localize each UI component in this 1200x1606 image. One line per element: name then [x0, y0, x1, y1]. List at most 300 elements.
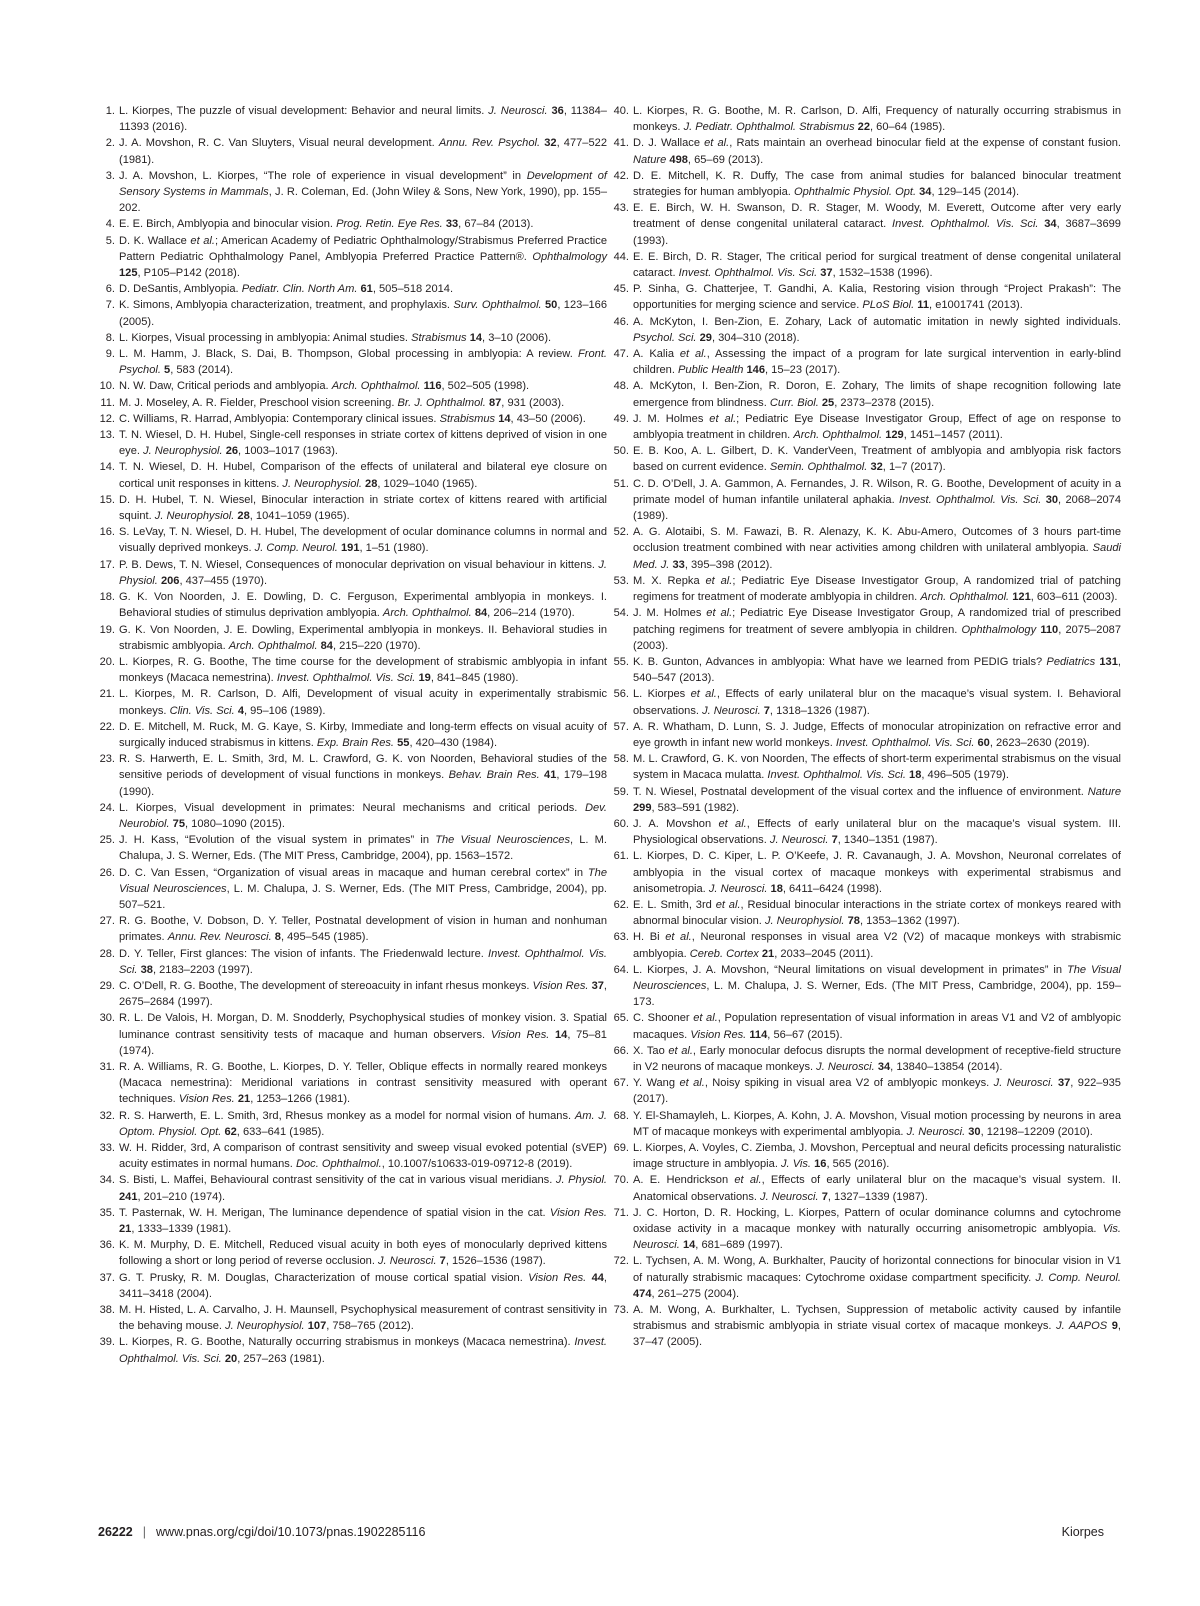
reference-journal: Exp. Brain Res.: [316, 736, 394, 749]
reference-journal: Invest. Ophthalmol. Vis. Sci.: [899, 493, 1042, 506]
reference-journal: Arch. Ophthalmol.: [920, 591, 1010, 604]
reference-text: , Neuronal responses in visual area V2 (V2) of macaque monkeys with strabismic amblyopia.: [633, 931, 1122, 960]
reference-item: [612, 249, 1121, 281]
reference-number: 59.: [613, 785, 629, 798]
reference-item: [98, 297, 607, 329]
reference-number: 24.: [99, 801, 115, 814]
reference-item: [612, 1205, 1121, 1254]
reference-text: , 65–69 (2013).: [687, 153, 764, 166]
reference-text: J. M. Holmes: [633, 412, 710, 425]
reference-volume: 7: [439, 1255, 446, 1268]
reference-item: [98, 459, 607, 491]
reference-text: , 540–547 (2013).: [633, 655, 1121, 685]
reference-volume: 37: [1057, 1077, 1071, 1090]
reference-text: , 1–51 (1980).: [359, 542, 429, 555]
reference-item: [612, 1140, 1121, 1172]
reference-volume: 107: [307, 1320, 327, 1333]
reference-item: [98, 1010, 607, 1059]
reference-text: E. E. Birch, Amblyopia and binocular vision.: [119, 218, 337, 231]
reference-text: ; American Academy of Pediatric Ophthalmology/Strabismus Preferred Practice Pattern Pediatric Ophthalmology Panel, Amblyopia Preferred Practice Pattern®.: [119, 234, 607, 263]
reference-journal: Invest. Ophthalmol. Vis. Sci.: [835, 736, 975, 749]
reference-number: 12.: [99, 412, 115, 425]
reference-text: , 1340–1351 (1987).: [837, 834, 938, 847]
reference-text: , 1333–1339 (1981).: [131, 1223, 232, 1236]
reference-journal: Annu. Rev. Psychol.: [438, 137, 541, 150]
reference-number: 63.: [613, 931, 629, 944]
reference-journal: J. Vis.: [780, 1158, 811, 1171]
reference-number: 60.: [613, 817, 629, 830]
reference-journal: Arch. Ophthalmol.: [228, 639, 318, 652]
reference-text: C. D. O’Dell, J. A. Gammon, A. Fernandes, J. R. Wilson, R. G. Boothe, Development of acuity in a primate model of human infantile unilateral aphakia.: [633, 477, 1121, 506]
reference-text: G. T. Prusky, R. M. Douglas, Characterization of mouse cortical spatial vision.: [119, 1271, 529, 1284]
reference-journal: J. Neurophysiol.: [143, 445, 223, 458]
reference-text: C. O’Dell, R. G. Boothe, The development of stereoacuity in infant rhesus monkeys.: [119, 979, 533, 992]
reference-number: 62.: [613, 898, 629, 911]
reference-number: 73.: [613, 1304, 629, 1317]
reference-item: [612, 168, 1121, 200]
reference-journal: Arch. Ophthalmol.: [793, 429, 883, 442]
reference-journal: Curr. Biol.: [769, 396, 819, 409]
reference-text: , 13840–13854 (2014).: [890, 1060, 1003, 1073]
reference-volume: 114: [749, 1028, 768, 1041]
reference-journal: Invest. Ophthalmol. Vis. Sci.: [276, 672, 416, 685]
reference-text: A. R. Whatham, D. Lunn, S. J. Judge, Effects of monocular atropinization on refractive error and eye growth in infant new world monkeys.: [633, 720, 1121, 749]
reference-journal: J. Comp. Neurol.: [254, 542, 338, 555]
reference-number: 30.: [99, 1012, 115, 1025]
reference-text: A. M. Wong, A. Burkhalter, L. Tychsen, Suppression of metabolic activity caused by infantile strabismus and strabismic amblyopia in striate visual cortex of macaque monkeys.: [633, 1304, 1121, 1333]
reference-text: , 3687–3699 (1993).: [633, 218, 1121, 247]
reference-text: L. Kiorpes, M. R. Carlson, D. Alfi, Development of visual acuity in experimentally strabismic monkeys.: [119, 688, 607, 717]
reference-volume: 21: [237, 1093, 251, 1106]
reference-number: 43.: [613, 202, 629, 215]
reference-item: [98, 492, 607, 524]
reference-item: [612, 314, 1121, 346]
reference-text: , 2075–2087 (2003).: [633, 623, 1121, 652]
reference-item: [98, 168, 607, 217]
reference-item: [98, 427, 607, 459]
reference-volume: 33: [672, 558, 685, 571]
reference-journal: Vision Res.: [490, 1028, 550, 1041]
reference-journal: Nature: [1087, 785, 1121, 798]
reference-journal: Ophthalmic Physiol. Opt.: [793, 186, 917, 199]
reference-item: [612, 476, 1121, 525]
reference-text: T. N. Wiesel, D. H. Hubel, Single-cell responses in striate cortex of kittens deprived of vision in one eye.: [119, 429, 607, 458]
reference-volume: 7: [763, 704, 770, 717]
reference-journal: Saudi Med. J.: [633, 542, 1121, 571]
reference-volume: 9: [1111, 1320, 1118, 1333]
reference-item: [612, 135, 1121, 167]
reference-item: [98, 281, 607, 297]
reference-text: D. E. Mitchell, M. Ruck, M. G. Kaye, S. Kirby, Immediate and long-term effects on visual acuity of surgically induced strabismus in kittens.: [119, 720, 607, 749]
doi-link[interactable]: www.pnas.org/cgi/doi/10.1073/pnas.1902285116: [156, 1525, 426, 1539]
reference-journal: J. Comp. Neurol.: [1035, 1271, 1122, 1284]
reference-item: [612, 1043, 1121, 1075]
reference-journal: PLoS Biol.: [862, 299, 915, 312]
reference-text: T. N. Wiesel, D. H. Hubel, Comparison of the effects of unilateral and bilateral eye closure on cortical unit responses in kittens.: [119, 461, 607, 490]
reference-text: , 1526–1536 (1987).: [445, 1255, 546, 1268]
reference-volume: 29: [699, 331, 712, 344]
reference-volume: 125: [119, 267, 138, 280]
reference-journal: Public Health: [678, 364, 744, 377]
reference-text: , 1532–1538 (1996).: [832, 267, 933, 280]
reference-text: , 1318–1326 (1987).: [769, 704, 870, 717]
reference-number: 21.: [99, 688, 115, 701]
reference-journal: et al.: [693, 1012, 718, 1025]
reference-item: [612, 719, 1121, 751]
reference-journal: et al.: [690, 688, 717, 701]
reference-text: , 1029–1040 (1965).: [377, 477, 478, 490]
reference-volume: 84: [320, 639, 333, 652]
reference-number: 3.: [105, 169, 115, 182]
reference-volume: 21: [761, 947, 775, 960]
reference-journal: The Visual Neurosciences: [633, 963, 1121, 992]
reference-text: , 215–220 (1970).: [332, 639, 421, 652]
reference-volume: 28: [365, 477, 378, 490]
reference-journal: et al.: [709, 412, 737, 425]
reference-number: 55.: [613, 655, 629, 668]
reference-text: , Assessing the impact of a program for late surgical intervention in early-blind children.: [633, 348, 1121, 377]
reference-journal: J. Neurophysiol.: [154, 510, 235, 523]
reference-volume: 8: [274, 931, 281, 944]
reference-text: R. S. Harwerth, E. L. Smith, 3rd, M. L. Crawford, G. K. von Noorden, Behavioral studies of the sensitive periods of development of visual functions in monkeys.: [119, 753, 607, 782]
reference-journal: et al.: [665, 931, 692, 944]
reference-journal: et al.: [679, 1077, 705, 1090]
reference-item: [612, 897, 1121, 929]
reference-journal: J. Neurophysiol.: [764, 915, 845, 928]
reference-item: [612, 1108, 1121, 1140]
reference-journal: J. Neurosci.: [378, 1255, 437, 1268]
reference-text: J. M. Holmes: [633, 607, 707, 620]
reference-volume: 37: [820, 267, 833, 280]
reference-text: , 304–310 (2018).: [711, 331, 800, 344]
reference-number: 45.: [613, 283, 629, 296]
reference-text: , 56–67 (2015).: [767, 1028, 843, 1041]
reference-text: M. J. Moseley, A. R. Fielder, Preschool vision screening.: [119, 396, 398, 409]
page-number: 26222: [98, 1525, 133, 1539]
reference-number: 14.: [99, 461, 115, 474]
reference-number: 51.: [613, 477, 629, 490]
reference-text: K. M. Murphy, D. E. Mitchell, Reduced visual acuity in both eyes of monocularly deprived kittens following a short or long period of reverse occlusion.: [119, 1239, 607, 1268]
reference-text: C. Shooner: [633, 1012, 694, 1025]
reference-item: [612, 200, 1121, 249]
reference-journal: Arch. Ophthalmol.: [382, 607, 472, 620]
reference-volume: 44: [591, 1271, 604, 1284]
reference-number: 64.: [613, 963, 629, 976]
reference-text: , 129–145 (2014).: [931, 186, 1020, 199]
reference-item: [612, 378, 1121, 410]
reference-text: E. E. Birch, W. H. Swanson, D. R. Stager, M. Woody, M. Everett, Outcome after very early treatment of dense congenital unilateral cataract.: [633, 202, 1121, 231]
reference-item: [98, 686, 607, 718]
reference-number: 54.: [613, 607, 629, 620]
reference-text: , 437–455 (1970).: [179, 574, 268, 587]
reference-text: A. Kalia: [633, 348, 680, 361]
reference-journal: Ophthalmology: [961, 623, 1037, 636]
reference-text: D. DeSantis, Amblyopia.: [119, 283, 242, 296]
reference-item: [98, 1237, 607, 1269]
reference-number: 13.: [99, 429, 115, 442]
reference-text: , 37–47 (2005).: [633, 1320, 1121, 1349]
reference-number: 49.: [613, 412, 629, 425]
reference-text: , J. R. Coleman, Ed. (John Wiley & Sons, New York, 1990), pp. 155–202.: [119, 186, 607, 215]
reference-journal: Front. Psychol.: [119, 348, 607, 377]
reference-text: J. A. Movshon, L. Kiorpes, “The role of experience in visual development” in: [119, 169, 527, 182]
reference-item: [612, 1075, 1121, 1107]
reference-volume: 14: [682, 1239, 696, 1252]
reference-text: ; Pediatric Eye Disease Investigator Group, Effect of age on response to amblyopia treatment in children.: [633, 412, 1121, 442]
reference-text: , 2068–2074 (1989).: [633, 493, 1122, 523]
reference-item: [98, 913, 607, 945]
reference-item: [98, 978, 607, 1010]
reference-item: [612, 784, 1121, 816]
reference-text: , 257–263 (1981).: [237, 1352, 325, 1365]
reference-text: , 505–518 2014.: [372, 283, 454, 296]
page-footer: [98, 1523, 1104, 1541]
reference-journal: Invest. Ophthalmol. Vis. Sci.: [119, 1336, 607, 1365]
reference-journal: Doc. Ophthalmol.: [295, 1158, 382, 1171]
reference-number: 18.: [99, 591, 115, 604]
reference-volume: 18: [909, 769, 922, 782]
reference-text: D. H. Hubel, T. N. Wiesel, Binocular interaction in striate cortex of kittens reared with artificial squint.: [119, 493, 607, 523]
reference-volume: 14: [498, 412, 511, 425]
reference-number: 57.: [613, 720, 629, 733]
reference-item: [98, 589, 607, 621]
reference-volume: 11: [917, 299, 930, 312]
reference-text: L. Kiorpes, D. C. Kiper, L. P. O’Keefe, J. R. Cavanaugh, J. A. Movshon, Neuronal correlates of amblyopia in the visual cortex of macaque monkeys with experimental strabismus and anisometropia.: [633, 850, 1121, 895]
reference-number: 34.: [99, 1174, 115, 1187]
reference-item: [98, 1205, 607, 1237]
reference-text: , 75–81 (1974).: [119, 1028, 607, 1057]
reference-text: L. Kiorpes, J. A. Movshon, “Neural limitations on visual development in primates” in: [633, 963, 1067, 976]
reference-number: 66.: [613, 1044, 629, 1057]
reference-text: , 2033–2045 (2011).: [774, 947, 874, 960]
reference-text: , 502–505 (1998).: [441, 380, 530, 393]
reference-number: 31.: [99, 1060, 115, 1073]
reference-text: , 495–545 (1985).: [280, 931, 369, 944]
reference-text: R. L. De Valois, H. Morgan, D. M. Snodderly, Psychophysical studies of monkey vision. 3. Spatial luminance contrast sensitivity tests of macaque and human observers.: [119, 1012, 607, 1041]
footer-separator: |: [142, 1525, 147, 1539]
reference-text: G. K. Von Noorden, J. E. Dowling, D. C. Ferguson, Experimental amblyopia in monkeys. I. Behavioral studies of stimulus deprivation amblyopia.: [119, 591, 607, 620]
reference-text: A. McKyton, I. Ben-Zion, R. Doron, E. Zohary, The limits of shape recognition following late emergence from blindness.: [633, 380, 1121, 409]
reference-text: , 201–210 (1974).: [137, 1190, 226, 1203]
reference-text: , 1080–1090 (2015).: [185, 817, 285, 830]
reference-number: 23.: [99, 753, 115, 766]
reference-journal: Br. J. Ophthalmol.: [397, 396, 486, 409]
reference-number: 65.: [613, 1012, 629, 1025]
reference-item: [98, 378, 607, 394]
reference-journal: J. Neurosci.: [760, 1190, 819, 1203]
reference-item: [98, 654, 607, 686]
reference-journal: J. Pediatr. Ophthalmol. Strabismus: [683, 121, 855, 134]
reference-text: , Noisy spiking in visual area V2 of amblyopic monkeys.: [704, 1077, 994, 1090]
reference-text: , 496–505 (1979).: [921, 769, 1009, 782]
reference-text: , 922–935 (2017).: [633, 1077, 1121, 1106]
reference-journal: Psychol. Sci.: [633, 331, 697, 344]
reference-text: , 12198–12209 (2010).: [980, 1125, 1093, 1138]
reference-number: 67.: [613, 1077, 629, 1090]
reference-text: N. W. Daw, Critical periods and amblyopia.: [119, 380, 332, 393]
reference-text: D. E. Mitchell, K. R. Duffy, The case from animal studies for balanced binocular treatment strategies for human amblyopia.: [633, 169, 1121, 199]
reference-number: 7.: [105, 299, 115, 312]
reference-item: [612, 929, 1121, 961]
reference-journal: et al.: [705, 574, 733, 587]
reference-text: , 206–214 (1970).: [487, 607, 575, 620]
reference-journal: Nature: [633, 153, 667, 166]
reference-journal: Behav. Brain Res.: [448, 769, 540, 782]
reference-item: [612, 605, 1121, 654]
reference-volume: 121: [1012, 591, 1031, 604]
reference-number: 32.: [99, 1109, 115, 1122]
reference-volume: 18: [770, 882, 783, 895]
reference-journal: J. Neurophysiol.: [282, 477, 362, 490]
reference-journal: Vis. Neurosci.: [633, 1223, 1121, 1252]
reference-volume: 60: [977, 736, 990, 749]
reference-number: 48.: [613, 380, 629, 393]
reference-number: 61.: [613, 850, 629, 863]
reference-text: , P105–P142 (2018).: [137, 267, 240, 280]
reference-text: , 1003–1017 (1963).: [238, 445, 338, 458]
reference-journal: The Visual Neurosciences: [435, 834, 571, 847]
references-column-left: [98, 103, 607, 1367]
reference-item: [612, 1302, 1121, 1351]
reference-text: , 1327–1339 (1987).: [827, 1190, 928, 1203]
reference-volume: 191: [340, 542, 360, 555]
reference-text: , 3411–3418 (2004).: [119, 1271, 607, 1300]
reference-text: D. J. Wallace: [633, 137, 705, 150]
reference-item: [98, 524, 607, 556]
reference-item: [98, 330, 607, 346]
reference-item: [98, 832, 607, 864]
reference-text: ; Pediatric Eye Disease Investigator Group, A randomized trial of patching regimens for treatment of moderate amblyopia in children.: [633, 574, 1121, 604]
reference-item: [612, 686, 1121, 718]
reference-text: E. L. Smith, 3rd: [633, 898, 716, 911]
reference-number: 27.: [99, 915, 115, 928]
reference-text: , 1–7 (2017).: [882, 461, 946, 474]
reference-text: J. A. Movshon: [633, 817, 719, 830]
reference-volume: 22: [857, 121, 870, 134]
reference-journal: J. Neurosci.: [993, 1077, 1054, 1090]
reference-text: J. C. Horton, D. R. Hocking, L. Kiorpes, Pattern of ocular dominance columns and cytochrome oxidase activity in a macaque monkey with naturally occurring anisometropic amblyopia.: [633, 1206, 1121, 1236]
reference-item: [98, 1302, 607, 1334]
reference-journal: Pediatr. Clin. North Am.: [241, 283, 358, 296]
reference-volume: 474: [633, 1287, 652, 1300]
reference-text: , 565 (2016).: [826, 1158, 890, 1171]
reference-item: [98, 946, 607, 978]
reference-text: K. B. Gunton, Advances in amblyopia: What have we learned from PEDIG trials?: [633, 655, 1047, 668]
reference-volume: 37: [591, 979, 604, 992]
reference-text: , Residual binocular interactions in the striate cortex of monkeys reared with abnormal binocular vision.: [633, 898, 1121, 928]
reference-text: , 477–522 (1981).: [119, 137, 607, 166]
reference-number: 17.: [99, 558, 115, 571]
reference-text: , 67–84 (2013).: [458, 218, 534, 231]
reference-volume: 241: [119, 1190, 138, 1203]
reference-number: 42.: [613, 169, 629, 182]
reference-item: [612, 1253, 1121, 1302]
reference-journal: et al.: [668, 1044, 693, 1057]
reference-text: P. Sinha, G. Chatterjee, T. Gandhi, A. Kalia, Restoring vision through “Project Prakash”: The opportunities for merging science and service.: [633, 283, 1121, 312]
reference-text: , 931 (2003).: [501, 396, 565, 409]
reference-text: J. H. Kass, “Evolution of the visual system in primates” in: [119, 834, 436, 847]
reference-text: A. McKyton, I. Ben-Zion, E. Zohary, Lack of automatic imitation in newly sighted individuals.: [633, 315, 1121, 328]
reference-item: [98, 1172, 607, 1204]
reference-text: , 2183–2203 (1997).: [152, 963, 253, 976]
reference-item: [612, 573, 1121, 605]
reference-text: , Early monocular defocus disrupts the normal development of receptive-field structure in V2 neurons of macaque monkeys.: [633, 1044, 1121, 1073]
reference-volume: 498: [669, 153, 688, 166]
reference-journal: Invest. Ophthalmol. Vis. Sci.: [678, 267, 818, 280]
reference-text: L. Kiorpes, R. G. Boothe, M. R. Carlson, D. Alfi, Frequency of naturally occurring strabismus in monkeys.: [633, 105, 1121, 134]
reference-number: 52.: [613, 526, 629, 539]
reference-text: , 95–106 (1989).: [243, 704, 326, 717]
reference-text: , 2623–2630 (2019).: [989, 736, 1090, 749]
reference-item: [98, 557, 607, 589]
reference-number: 6.: [105, 283, 115, 296]
reference-item: [612, 816, 1121, 848]
reference-number: 50.: [613, 445, 629, 458]
reference-journal: J. Neurosci.: [816, 1060, 875, 1073]
reference-text: , 2373–2378 (2015).: [834, 396, 935, 409]
reference-journal: J. Neurophysiol.: [225, 1320, 305, 1333]
reference-volume: 34: [1044, 218, 1057, 231]
reference-journal: Semin. Ophthalmol.: [769, 461, 868, 474]
reference-volume: 19: [418, 672, 431, 685]
reference-volume: 206: [160, 574, 180, 587]
reference-item: [98, 346, 607, 378]
reference-text: T. N. Wiesel, Postnatal development of the visual cortex and the influence of environment.: [633, 785, 1088, 798]
reference-journal: Invest. Ophthalmol. Vis. Sci.: [119, 947, 607, 976]
reference-journal: et al.: [190, 234, 215, 247]
reference-journal: Clin. Vis. Sci.: [169, 704, 235, 717]
reference-journal: Invest. Ophthalmol. Vis. Sci.: [767, 769, 906, 782]
reference-number: 22.: [99, 720, 115, 733]
reference-text: , 1451–1457 (2011).: [903, 429, 1003, 442]
reference-number: 15.: [99, 493, 115, 506]
reference-item: [98, 1140, 607, 1172]
reference-volume: 38: [140, 963, 153, 976]
reference-volume: 33: [445, 218, 459, 231]
reference-journal: et al.: [679, 348, 707, 361]
reference-text: , Population representation of visual information in areas V1 and V2 of amblyopic macaques.: [633, 1012, 1121, 1041]
reference-item: [98, 800, 607, 832]
reference-item: [612, 443, 1121, 475]
reference-number: 56.: [613, 688, 629, 701]
reference-text: , 1041–1059 (1965).: [249, 510, 350, 523]
reference-journal: Annu. Rev. Neurosci.: [167, 931, 272, 944]
reference-text: , 60–64 (1985).: [870, 121, 946, 134]
reference-text: L. Kiorpes, A. Voyles, C. Ziemba, J. Movshon, Perceptual and neural deficits processing naturalistic image structure in amblyopia.: [633, 1142, 1121, 1171]
reference-text: Y. El-Shamayleh, L. Kiorpes, A. Kohn, J. A. Movshon, Visual motion processing by neurons in area MT of macaque monkeys with experimental amblyopia.: [633, 1109, 1121, 1138]
reference-number: 25.: [99, 834, 115, 847]
reference-text: , 420–430 (1984).: [409, 736, 498, 749]
reference-text: A. G. Alotaibi, S. M. Fawazi, B. R. Alenazy, K. K. Abu-Amero, Outcomes of 3 hours part-time occlusion treatment combined with near activities among children with unilateral amblyopia.: [633, 526, 1121, 555]
reference-journal: et al.: [715, 898, 741, 911]
reference-text: L. Kiorpes, R. G. Boothe, Naturally occurring strabismus in monkeys (Macaca nemestrina).: [119, 1336, 575, 1349]
reference-text: ; Pediatric Eye Disease Investigator Group, A randomized trial of prescribed patching regimens for treatment of severe amblyopia in children.: [633, 607, 1121, 636]
reference-volume: 87: [488, 396, 502, 409]
reference-text: P. B. Dews, T. N. Wiesel, Consequences of monocular deprivation on visual behaviour in kittens.: [119, 558, 599, 571]
reference-number: 38.: [99, 1304, 115, 1317]
reference-text: L. Kiorpes: [633, 688, 691, 701]
reference-volume: 32: [870, 461, 883, 474]
reference-volume: 16: [814, 1158, 827, 1171]
reference-volume: 21: [119, 1223, 132, 1236]
reference-item: [612, 654, 1121, 686]
reference-number: 39.: [99, 1336, 115, 1349]
reference-text: L. Kiorpes, The puzzle of visual development: Behavior and neural limits.: [119, 105, 489, 117]
reference-text: J. A. Movshon, R. C. Van Sluyters, Visual neural development.: [119, 137, 439, 150]
reference-text: C. Williams, R. Harrad, Amblyopia: Contemporary clinical issues.: [119, 412, 440, 425]
reference-text: T. Pasternak, W. H. Merigan, The luminance dependence of spatial vision in the cat.: [119, 1206, 550, 1219]
reference-journal: Vision Res.: [528, 1271, 587, 1284]
